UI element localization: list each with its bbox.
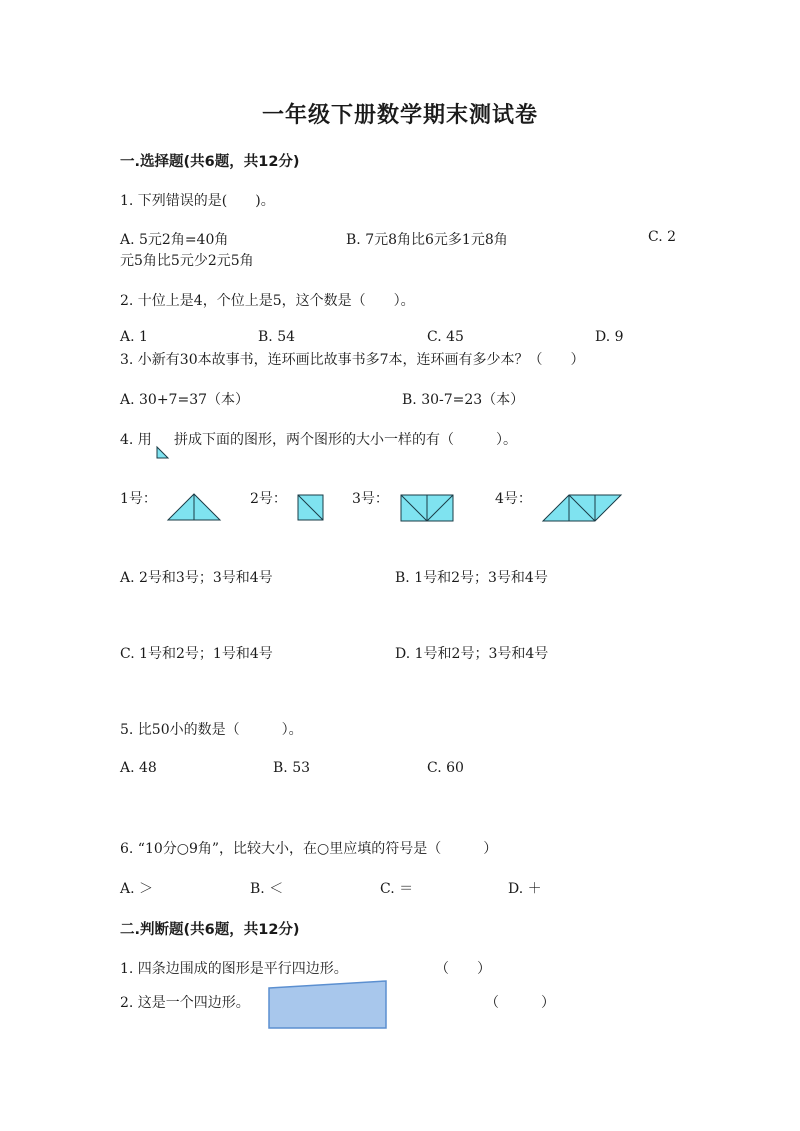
- quadrilateral-figure: [268, 980, 388, 1030]
- q4-option-b[interactable]: B. 1号和2号；3号和4号: [395, 570, 548, 586]
- judge-question-2: 2. 这是一个四边形。: [120, 995, 250, 1011]
- q5-option-b[interactable]: B. 53: [273, 760, 311, 776]
- q2-option-b[interactable]: B. 54: [258, 329, 296, 345]
- q4-option-c[interactable]: C. 1号和2号；1号和4号: [120, 646, 273, 662]
- q6-option-d[interactable]: D. ＋: [508, 881, 542, 897]
- judge-1-answer-paren[interactable]: （ ）: [435, 961, 491, 977]
- shape-1-triangle: [167, 493, 221, 521]
- shape-4-label: 4号：: [495, 491, 532, 507]
- shape-1-label: 1号：: [120, 491, 157, 507]
- q4-option-a[interactable]: A. 2号和3号；3号和4号: [120, 570, 273, 586]
- page-title: 一年级下册数学期末测试卷: [261, 102, 538, 128]
- q2-option-c[interactable]: C. 45: [427, 329, 464, 345]
- question-2: 2. 十位上是4，个位上是5，这个数是（ ）。: [120, 293, 415, 309]
- section-1-heading: 一.选择题(共6题，共12分): [120, 154, 300, 170]
- shape-2-label: 2号：: [250, 491, 287, 507]
- q6-option-b[interactable]: B. ＜: [250, 881, 284, 897]
- q3-option-a[interactable]: A. 30+7=37（本）: [120, 392, 250, 408]
- question-6: 6. “10分○9角”，比较大小，在○里应填的符号是（ ）: [120, 841, 498, 857]
- shape-4-parallelogram: [542, 494, 622, 522]
- q1-option-a[interactable]: A. 5元2角=40角: [120, 232, 229, 248]
- shape-2-square: [297, 494, 325, 522]
- q5-option-c[interactable]: C. 60: [427, 760, 464, 776]
- question-1: 1. 下列错误的是( )。: [120, 193, 275, 209]
- shape-3-rectangle: [400, 494, 454, 522]
- q6-option-a[interactable]: A. ＞: [120, 881, 154, 897]
- q6-option-c[interactable]: C. ＝: [380, 881, 414, 897]
- section-2-heading: 二.判断题(共6题，共12分): [120, 922, 300, 938]
- question-4: 拼成下面的图形，两个图形的大小一样的有（ ）。: [174, 432, 517, 448]
- q3-option-b[interactable]: B. 30-7=23（本）: [402, 392, 525, 408]
- judge-2-answer-paren[interactable]: （ ）: [485, 995, 555, 1011]
- q1-option-c-continued: 元5角比5元少2元5角: [120, 253, 254, 269]
- small-triangle-icon: [156, 446, 170, 460]
- shape-3-label: 3号：: [352, 491, 389, 507]
- q5-option-a[interactable]: A. 48: [120, 760, 157, 776]
- question-5: 5. 比50小的数是（ ）。: [120, 722, 303, 738]
- judge-question-1: 1. 四条边围成的图形是平行四边形。: [120, 961, 348, 977]
- q1-option-b[interactable]: B. 7元8角比6元多1元8角: [346, 232, 508, 248]
- q2-option-d[interactable]: D. 9: [595, 329, 624, 345]
- q1-option-c[interactable]: C. 2: [648, 229, 677, 245]
- q2-option-a[interactable]: A. 1: [120, 329, 148, 345]
- q4-option-d[interactable]: D. 1号和2号；3号和4号: [395, 646, 549, 662]
- question-4-prefix: 4. 用: [120, 432, 152, 448]
- question-3: 3. 小新有30本故事书，连环画比故事书多7本，连环画有多少本？（ ）: [120, 352, 585, 368]
